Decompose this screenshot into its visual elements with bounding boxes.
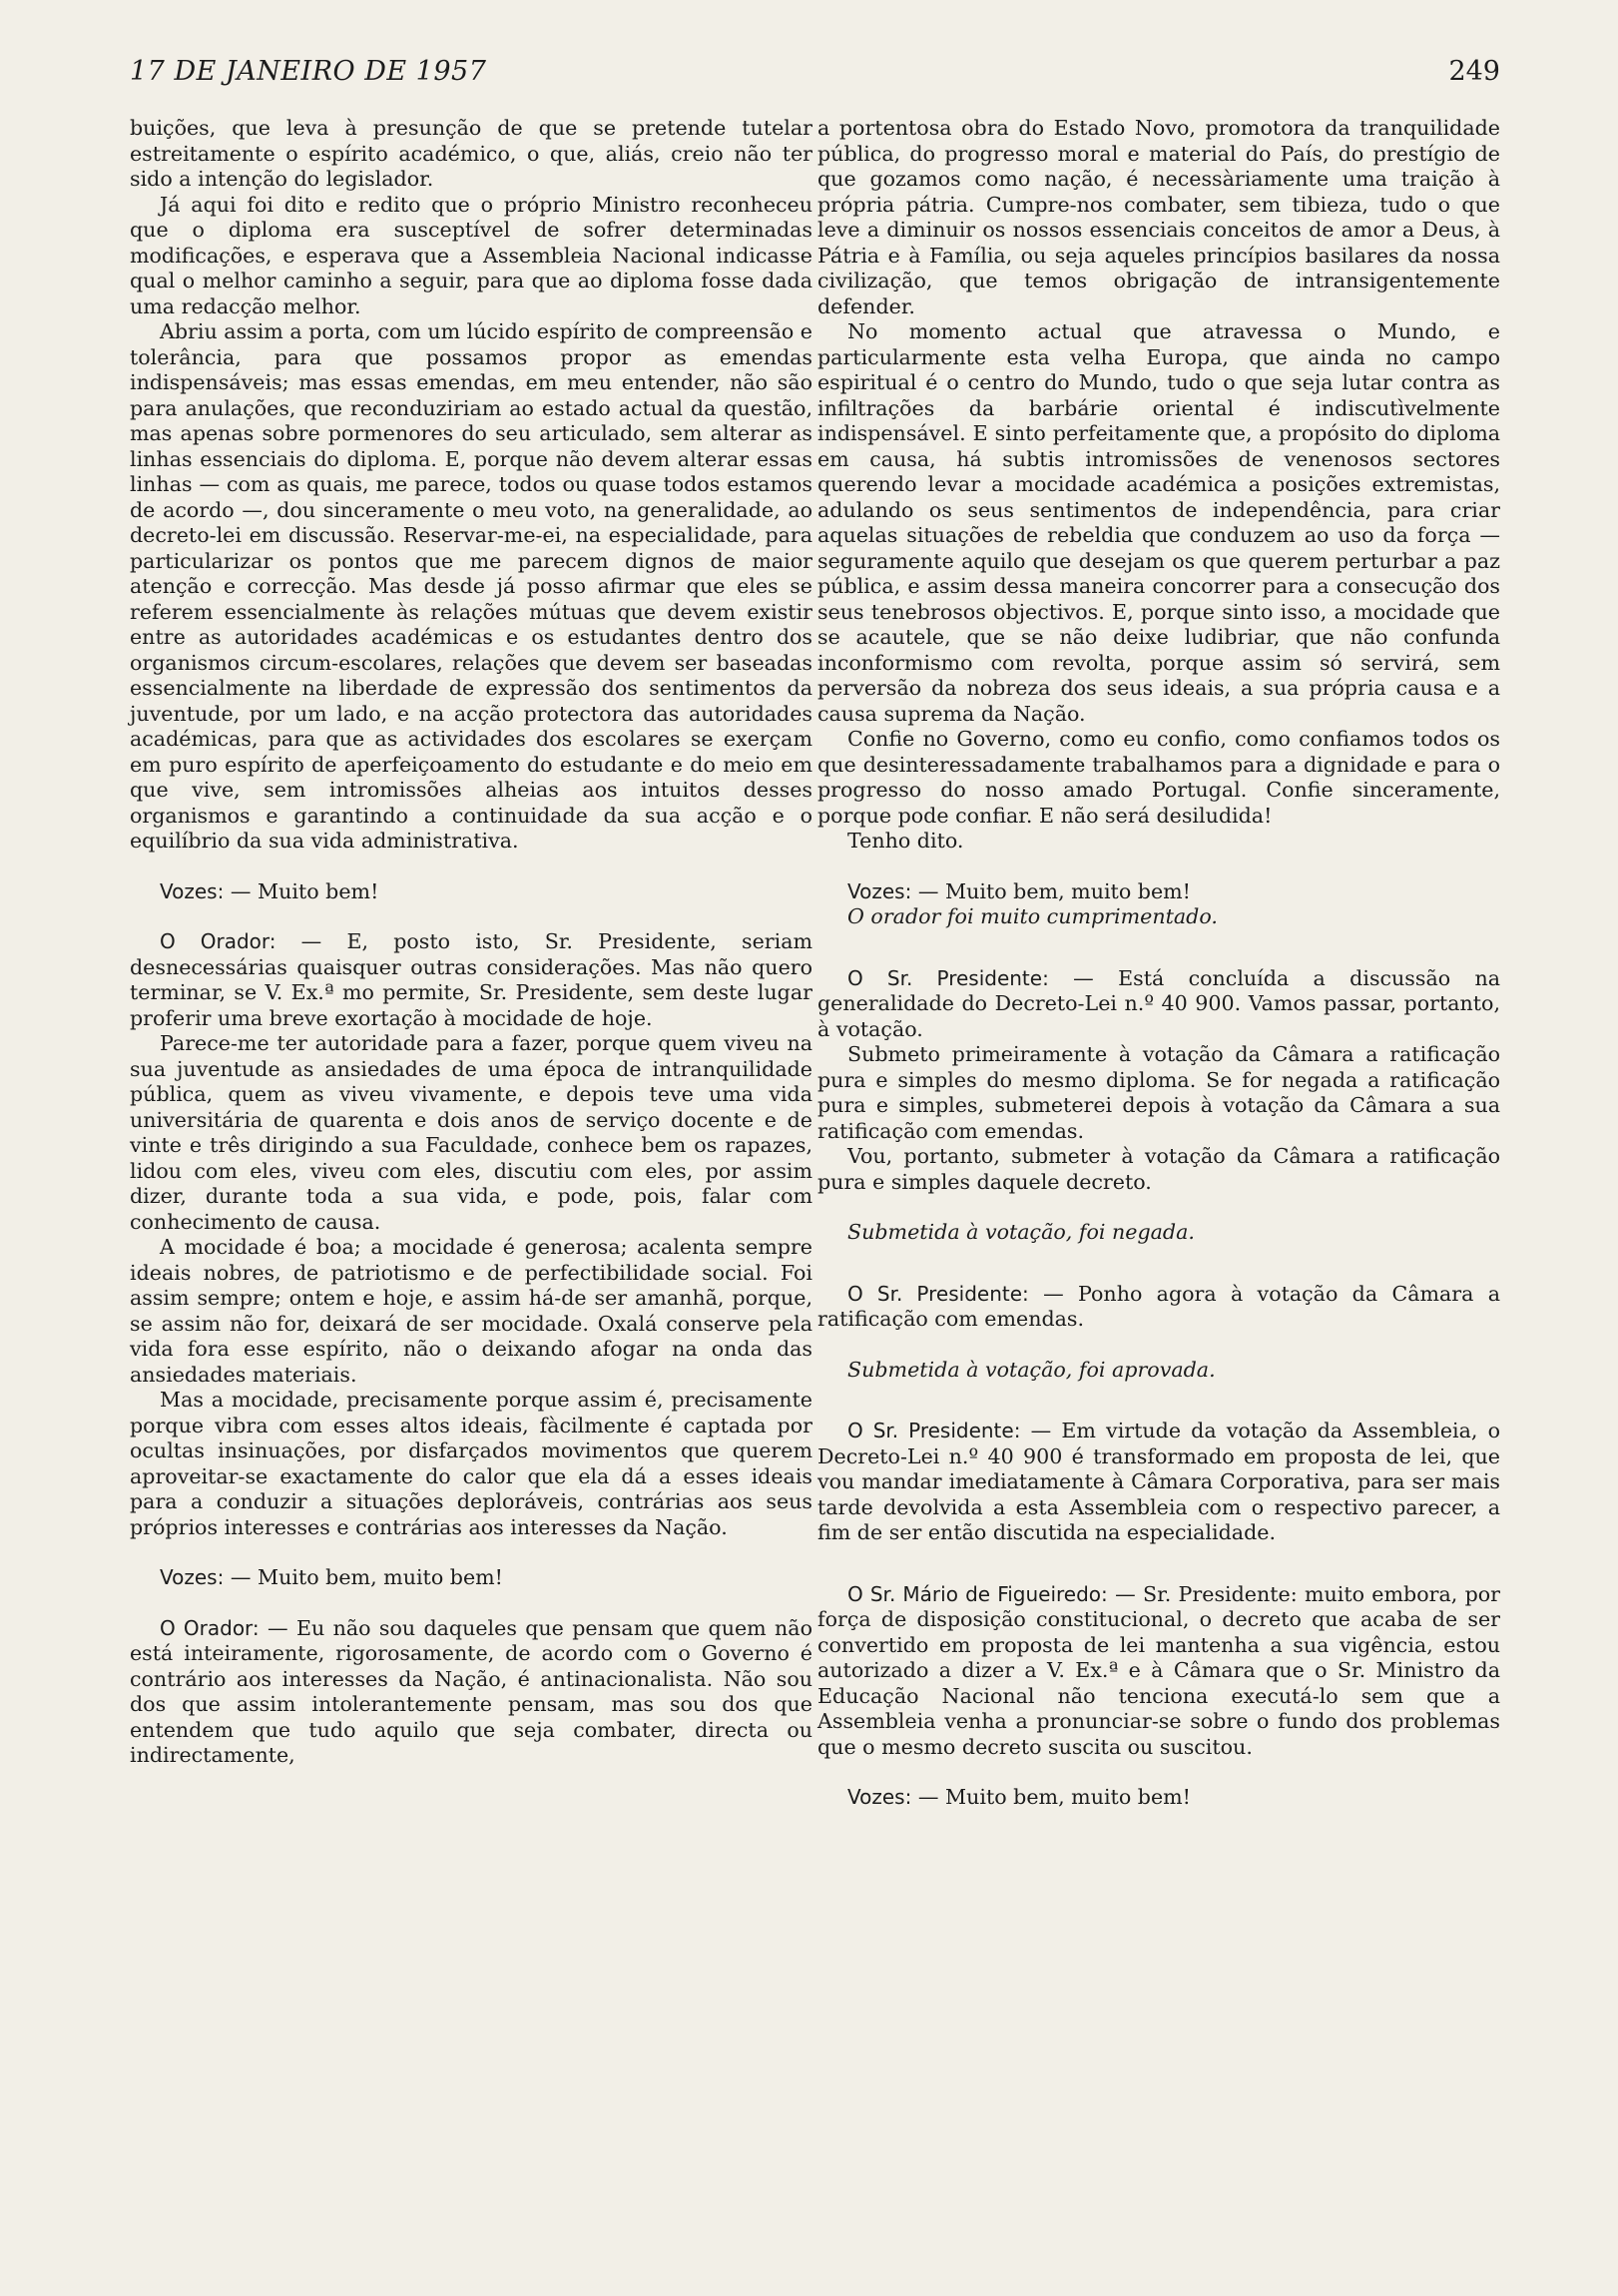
paragraph [817,966,1500,1043]
paragraph-text: Já aqui foi dito e redito que o próprio Ministro reconheceu que o diploma era susceptível de sofrer determinadas modificações, e esperava que a Assembleia Nacional indicasse qual o melhor caminho a seguir, para que ao diploma fosse dada uma redacção melhor. [130,192,812,318]
paragraph-text: a portentosa obra do Estado Novo, promotora da tranquilidade pública, do progresso moral e material do País, do prestígio de que gozamos como nação, é necessàriamente uma traição à própria pátria. Cumpre-nos combater, sem tibieza, tudo o que leve a diminuir os nossos essenciais conceitos de amor a Deus, à Pátria e à Família, ou seja aqueles princípios basilares da nossa civilização, que temos obrigação de intransigentemente defender. [817,116,1500,318]
paragraph-text: Tenho dito. [847,829,964,853]
paragraph [130,319,812,855]
paragraph [817,1144,1500,1195]
paragraph [130,1565,812,1591]
paragraph-text: — E, posto isto, Sr. Presidente, seriam desnecessárias quaisquer outras considerações. Mas não quero terminar, se V. Ex.ª mo permite, Sr. Presidente, sem deste lugar proferir uma breve exortação à mocidade de hoje. [130,929,812,1030]
paragraph-text: — Eu não sou daqueles que pensam que quem não está inteiramente, rigorosamente, de acordo com o Governo é contrário aos interesses da Nação, é antinacionalista. Não sou dos que assim intolerantemente pensam, mas sou dos que entendem que tudo aquilo que seja combater, directa ou indirectamente, [130,1615,812,1767]
paragraph-text: Confie no Governo, como eu confio, como confiamos todos os que desinteressadamente trabalhamos para a dignidade e para o progresso do nosso amado Portugal. Confie sinceramente, porque pode confiar. E não será desiludida! [817,727,1500,828]
paragraph [130,1388,812,1540]
paragraph-text: O orador foi muito cumprimentado. [847,904,1218,928]
speaker-label: Vozes: [847,1785,912,1809]
speaker-label: Vozes: [160,878,225,903]
paragraph [130,116,812,193]
paragraph [817,1042,1500,1144]
paragraph [817,1785,1500,1811]
paragraph [130,1031,812,1235]
header-date: 17 DE JANEIRO DE 1957 [130,56,487,87]
stage-direction [817,1358,1500,1384]
paragraph [130,929,812,1031]
paragraph-text: — Muito bem, muito bem! [911,878,1191,903]
paragraph [817,1282,1500,1333]
paragraph-text: — Ponho agora à votação da Câmara a ratificação com emendas. [817,1281,1500,1331]
speaker-label: O Orador: [160,1615,260,1640]
page-number: 249 [1448,56,1500,87]
stage-direction [817,1220,1500,1246]
paragraph-text: Submeto primeiramente à votação da Câmara a ratificação pura e simples do mesmo diploma. Se for negada a ratificação pura e simples, submeterei depois à votação da Câmara a sua ratificação com emendas. [817,1042,1500,1143]
paragraph-text: — Em virtude da votação da Assembleia, o Decreto-Lei n.º 40 900 é transformado em proposta de lei, que vou mandar imediatamente à Câmara Corporativa, para ser mais tarde devolvida a esta Assembleia com o respectivo parecer, a fim de ser então discutida na especialidade. [817,1419,1500,1544]
paragraph-text: Mas a mocidade, precisamente porque assim é, precisamente porque vibra com esses altos ideais, fàcilmente é captada por ocultas insinuações, por disfarçados movimentos que querem aproveitar-se exactamente do calor que ela dá a esses ideais para a conduzir a situações deploráveis, contrárias aos seus próprios interesses e contrárias aos interesses da Nação. [130,1388,812,1539]
paragraph [817,1582,1500,1761]
speaker-label: O Sr. Presidente: [847,1281,1029,1306]
paragraph [817,829,1500,855]
paragraph-text: — Sr. Presidente: muito embora, por força de disposição constitucional, o decreto que acaba de ser convertido em proposta de lei mantenha a sua vigência, estou autorizado a dizer a V. Ex.ª e à Câmara que o Sr. Ministro da Educação Nacional não tenciona executá-lo sem que a Assembleia venha a pronunciar-se sobre o fundo dos problemas que o mesmo decreto suscita ou suscitou. [817,1581,1500,1759]
paragraph-text: A mocidade é boa; a mocidade é generosa; acalenta sempre ideais nobres, de patriotismo e de perfectibilidade social. Foi assim sempre; ontem e hoje, e assim há-de ser amanhã, porque, se assim não for, deixará de ser mocidade. Oxalá conserve pela vida fora esse espírito, não o deixando afogar na onda das ansiedades materiais. [130,1235,812,1387]
paragraph [130,1616,812,1769]
speaker-label: Vozes: [160,1565,225,1589]
paragraph [130,193,812,320]
paragraph [817,116,1500,319]
paragraph-text: Parece-me ter autoridade para a fazer, porque quem viveu na sua juventude as ansiedades de uma época de intranquilidade pública, quem as viveu vivamente, e depois teve uma vida universitária de quarenta e dois anos de serviço docente e de vinte e três dirigindo a sua Faculdade, conhece bem os rapazes, lidou com eles, viveu com eles, discutiu com eles, por assim dizer, durante toda a sua vida, e pode, pois, falar com conhecimento de causa. [130,1031,812,1234]
paragraph-text: — Está concluída a discussão na generalidade do Decreto-Lei n.º 40 900. Vamos passar, portanto, à votação. [817,965,1501,1041]
paragraph-text: buições, que leva à presunção de que se pretende tutelar estreitamente o espírito académico, o que, aliás, creio não ter sido a intenção do legislador. [130,116,812,191]
paragraph-text: — Muito bem, muito bem! [224,1565,503,1589]
speaker-label: O Orador: [160,929,276,953]
speaker-label: O Sr. Presidente: [847,965,1049,990]
paragraph-text: — Muito bem! [224,878,379,903]
right-column [817,116,1500,1811]
text-columns [130,116,1500,1811]
paragraph-text: Vou, portanto, submeter à votação da Câmara a ratificação pura e simples daquele decreto. [817,1144,1500,1194]
paragraph [817,727,1500,829]
paragraph [817,1419,1500,1546]
paragraph-text: Submetida à votação, foi aprovada. [847,1357,1216,1382]
paragraph [130,879,812,905]
paragraph-text: Submetida à votação, foi negada. [847,1220,1195,1244]
speaker-label: Vozes: [847,878,912,903]
speaker-label: O Sr. Presidente: [847,1419,1021,1442]
paragraph-text: Abriu assim a porta, com um lúcido espírito de compreensão e tolerância, para que possamos propor as emendas indispensáveis; mas essas emendas, em meu entender, não são para anulações, que reconduziriam ao estado actual da questão, mas apenas sobre pormenores do seu articulado, sem alterar as linhas essenciais do diploma. E, porque não devem alterar essas linhas — com as quais, me parece, todos ou quase todos estamos de acordo —, dou sinceramente o meu voto, na generalidade, ao decreto-lei em discussão. Reservar-me-ei, na especialidade, para particularizar os pontos que me parecem dignos de maior atenção e correcção. Mas desde já posso afirmar que eles se referem essencialmente às relações mútuas que devem existir entre as autoridades académicas e os estudantes dentro dos organismos circum-escolares, relações que devem ser baseadas essencialmente na liberdade de expressão dos sentimentos da juventude, por um lado, e na acção protectora das autoridades académicas, para que as actividades dos escolares se exerçam em puro espírito de aperfeiçoamento do estudante e do meio em que vive, sem intromissões alheias aos intuitos desses organismos e garantindo a continuidade da sua acção e o equilíbrio da sua vida administrativa. [130,319,812,853]
paragraph [130,1235,812,1388]
paragraph [817,879,1500,905]
speaker-label: O Sr. Mário de Figueiredo: [847,1581,1108,1606]
left-column [130,116,812,1811]
paragraph [817,319,1500,727]
paragraph-text: No momento actual que atravessa o Mundo, e particularmente esta velha Europa, que ainda no campo espiritual é o centro do Mundo, tudo o que seja lutar contra as infiltrações da barbárie oriental é indiscutìvelmente indispensável. E sinto perfeitamente que, a propósito do diploma em causa, há subtis intromissões de venenosos sectores querendo levar a mocidade académica a posições extremistas, adulando os seus sentimentos de independência, para criar aquelas situações de rebeldia que conduzem ao uso da força — seguramente aquilo que desejam os que querem perturbar a paz pública, e assim dessa maneira concorrer para a consecução dos seus tenebrosos objectivos. E, porque sinto isso, a mocidade que se acautele, que se não deixe ludibriar, que não confunda inconformismo com revolta, porque assim só servirá, sem perversão da nobreza dos seus ideais, a sua própria causa e a causa suprema da Nação. [817,319,1500,726]
page-header [130,56,1500,116]
stage-direction [817,904,1500,930]
paragraph-text: — Muito bem, muito bem! [911,1785,1191,1809]
